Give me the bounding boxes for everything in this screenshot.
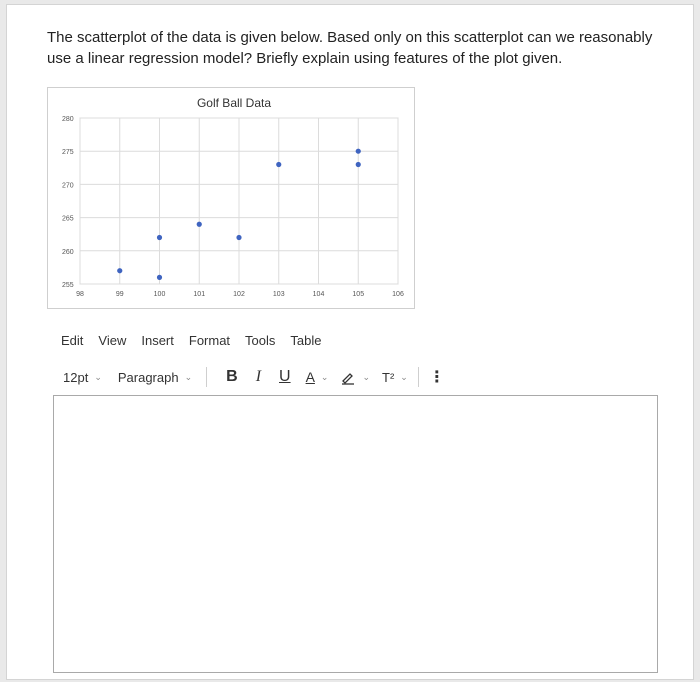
- font-size-select[interactable]: [63, 370, 102, 385]
- data-point: [356, 149, 361, 154]
- toolbar-separator: [418, 367, 419, 387]
- y-tick-label: 270: [62, 182, 74, 190]
- chevron-down-icon: ⌄: [362, 371, 371, 382]
- data-point: [157, 235, 162, 240]
- answer-editor[interactable]: [53, 395, 658, 673]
- menu-table[interactable]: Table: [290, 333, 322, 348]
- x-tick-label: 104: [312, 291, 325, 298]
- data-point: [236, 235, 241, 240]
- data-point: [276, 162, 281, 167]
- editor-menubar: [61, 333, 336, 355]
- block-format-value: Paragraph: [117, 369, 179, 385]
- text-color-icon: A: [305, 369, 315, 385]
- data-point: [157, 275, 162, 280]
- menu-edit[interactable]: Edit: [61, 333, 84, 348]
- underline-button[interactable]: U: [279, 368, 291, 385]
- y-tick-label: 260: [62, 248, 74, 256]
- editor-toolbar: [63, 365, 445, 389]
- block-format-select[interactable]: [118, 370, 192, 385]
- x-tick-label: 103: [272, 291, 285, 298]
- question-card: [6, 4, 694, 680]
- x-tick-label: 102: [233, 291, 245, 298]
- y-tick-label: 255: [62, 282, 74, 289]
- superscript-button[interactable]: [382, 370, 408, 385]
- x-tick-label: 100: [153, 291, 166, 298]
- menu-tools[interactable]: Tools: [245, 333, 276, 348]
- more-options-button[interactable]: ⋮: [428, 369, 445, 386]
- x-tick-label: 105: [352, 291, 365, 298]
- chevron-down-icon: ⌄: [94, 371, 102, 382]
- data-point: [117, 268, 122, 273]
- x-tick-label: 106: [392, 291, 404, 298]
- data-point: [197, 222, 202, 227]
- chevron-down-icon: ⌄: [320, 371, 329, 382]
- chart-title: Golf Ball Data: [196, 96, 272, 110]
- x-tick-label: 101: [193, 291, 206, 298]
- menu-insert[interactable]: Insert: [141, 333, 174, 348]
- question-text: The scatterplot of the data is given below. Based only on this scatterplot can we reasonably use a linear regression model? Briefly explain using features of the plot given.: [47, 29, 653, 67]
- toolbar-separator: [206, 367, 207, 387]
- y-tick-label: 265: [62, 215, 74, 223]
- x-tick-label: 99: [115, 291, 124, 298]
- menu-format[interactable]: Format: [188, 333, 231, 348]
- scatterplot-chart: [47, 87, 415, 309]
- highlight-button[interactable]: [340, 369, 370, 385]
- italic-button[interactable]: I: [255, 368, 262, 385]
- y-tick-label: 280: [62, 116, 74, 123]
- y-tick-label: 275: [62, 149, 74, 157]
- font-size-value: 12pt: [63, 369, 89, 385]
- superscript-icon: T²: [382, 369, 395, 385]
- highlighter-icon: [340, 369, 356, 385]
- scatterplot-svg: [48, 88, 416, 310]
- text-color-button[interactable]: [306, 369, 329, 385]
- bold-button[interactable]: B: [226, 368, 238, 385]
- x-tick-label: 98: [76, 291, 84, 298]
- chevron-down-icon: ⌄: [184, 371, 193, 382]
- menu-view[interactable]: View: [98, 333, 127, 348]
- chevron-down-icon: ⌄: [400, 371, 408, 382]
- data-point: [356, 162, 361, 167]
